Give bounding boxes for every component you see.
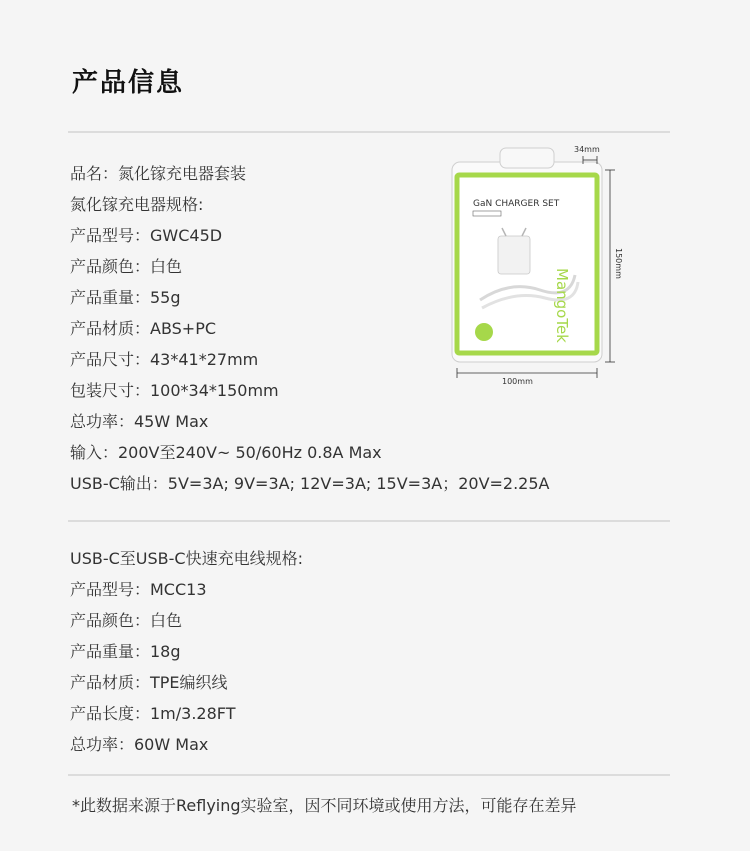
- spec-line: 品名：氮化镓充电器套装: [70, 164, 247, 183]
- page-title: 产品信息: [72, 68, 185, 98]
- spec-line: 输入：200V至240V~ 50/60Hz 0.8A Max: [70, 443, 382, 462]
- spec-line: 产品重量：18g: [70, 642, 181, 661]
- spec-line: 产品型号：GWC45D: [70, 226, 223, 245]
- spec-line: 产品重量：55g: [70, 288, 181, 307]
- brand-name: MangoTek: [553, 268, 571, 343]
- spec-line: 氮化镓充电器规格:: [70, 195, 204, 214]
- charger-illustration: [498, 236, 530, 274]
- footnote: *此数据来源于Reflying实验室，因不同环境或使用方法，可能存在差异: [72, 796, 577, 815]
- spec-line: 总功率：60W Max: [70, 735, 209, 754]
- spec-line: 产品材质：ABS+PC: [70, 319, 217, 338]
- spec-line: USB-C至USB-C快速充电线规格:: [70, 549, 303, 568]
- spec-line: USB-C输出：5V=3A; 9V=3A; 12V=3A; 15V=3A；20V=2.25A: [70, 474, 550, 493]
- spec-line: 产品颜色：白色: [70, 611, 183, 630]
- cable-spec-list: [70, 543, 303, 760]
- box-label: GaN CHARGER SET: [473, 199, 560, 209]
- spec-line: 产品尺寸：43*41*27mm: [70, 350, 259, 369]
- spec-line: 总功率：45W Max: [70, 412, 209, 431]
- spec-line: 产品材质：TPE编织线: [70, 673, 228, 692]
- depth-label: 34mm: [574, 145, 600, 154]
- height-label: 150mm: [614, 248, 623, 279]
- hang-tab: [500, 148, 554, 168]
- middle-divider: [68, 520, 670, 522]
- product-box-illustration: [440, 140, 640, 390]
- spec-line: 产品颜色：白色: [70, 257, 183, 276]
- width-label: 100mm: [502, 377, 533, 386]
- spec-line: 产品长度：1m/3.28FT: [70, 704, 236, 723]
- spec-line: 包装尺寸：100*34*150mm: [70, 381, 279, 400]
- badge-icon: [475, 323, 493, 341]
- top-divider: [68, 131, 670, 133]
- bottom-divider: [68, 774, 670, 776]
- spec-line: 产品型号：MCC13: [70, 580, 207, 599]
